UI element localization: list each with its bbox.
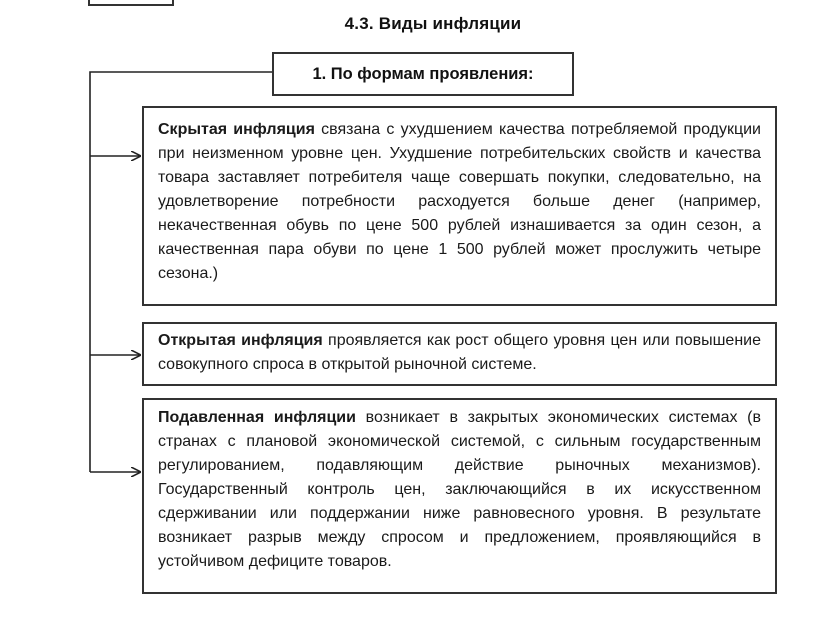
open-inflation-box [142, 322, 777, 386]
suppressed-inflation-box [142, 398, 777, 594]
hidden-inflation-term: Скрытая инфляция [158, 121, 315, 138]
category-header-box [272, 52, 574, 96]
category-header-label: 1. По формам проявления: [312, 64, 534, 83]
open-inflation-text: проявляется как рост общего уровня цен или повышение совокупного спроса в открытой рыночной системе. [158, 332, 761, 373]
hidden-inflation-box [142, 106, 777, 306]
section-title: 4.3. Виды инфляции [344, 14, 522, 33]
suppressed-inflation-text: возникает в закрытых экономических системах (в странах с плановой экономической системой, с сильным государственным регулированием, подавляющим действие рыночных механизмов). Государственный контроль цен, заключающийся в их искусственном сдерживании или поддержании ниже равновесного уровня. В результате возникает разрыв между спросом и предложением, проявляющийся в устойчивом дефиците товаров. [158, 409, 761, 570]
suppressed-inflation-term: Подавленная инфляции [158, 409, 356, 426]
hidden-inflation-text: связана с ухудшением качества потребляемой продукции при неизменном уровне цен. Ухудшение потребительских свойств и качества товара заставляет потребителя чаще совершать покупки, следовательно, на удовлетворение потребности расходуется больше денег (например, некачественная обувь по цене 500 рублей изнашивается за один сезон, а качественная пара обуви по цене 1 500 рублей может прослужить четыре сезона.) [158, 121, 761, 282]
open-inflation-term: Открытая инфляция [158, 332, 323, 349]
